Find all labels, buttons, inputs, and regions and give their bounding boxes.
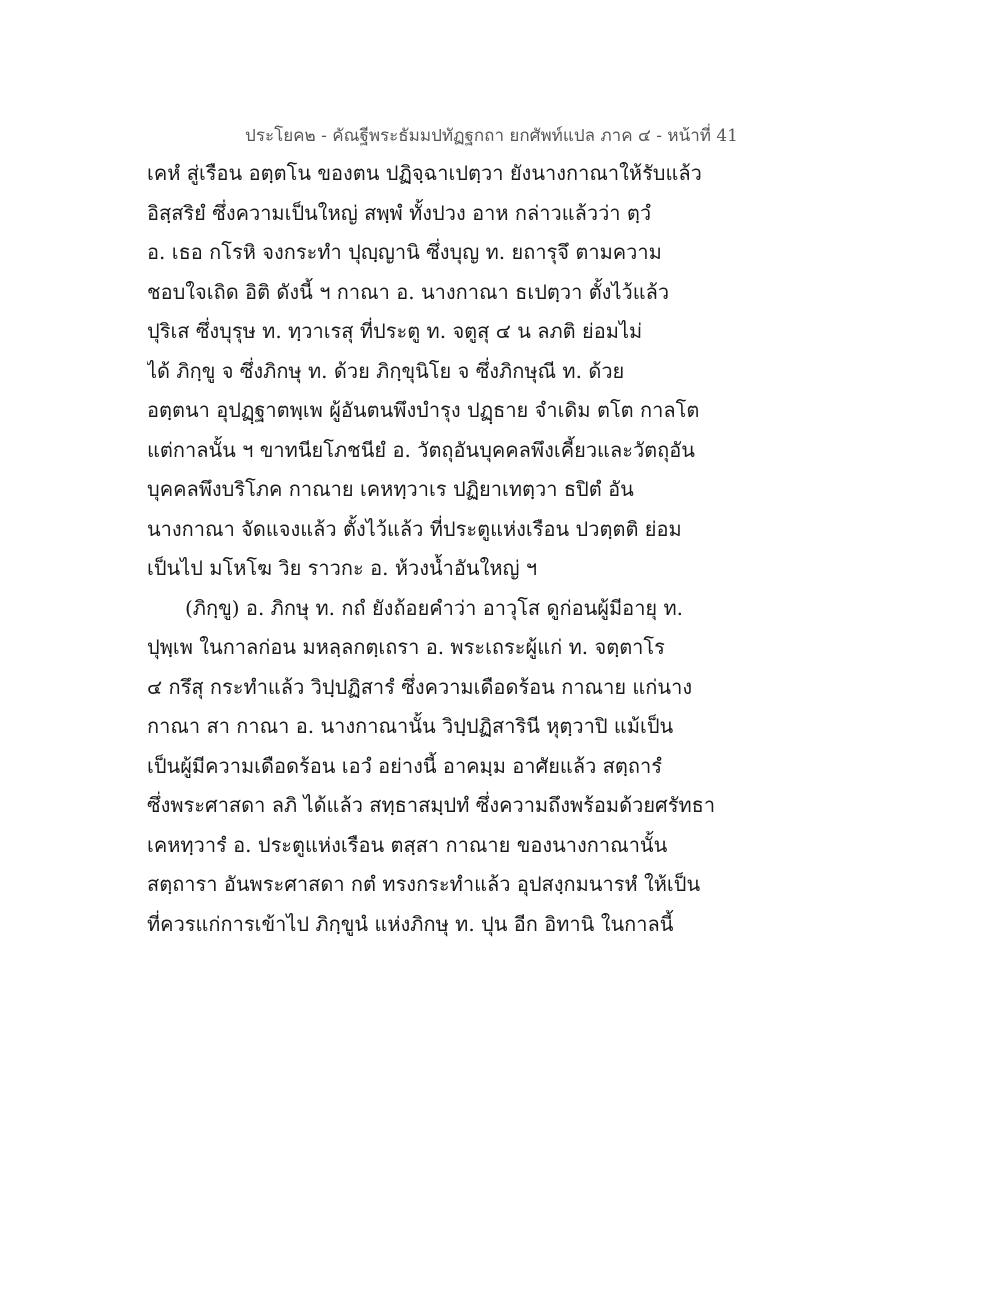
body-text — [147, 154, 747, 944]
text-line: เป็นผู้มีความเดือดร้อน เอวํ อย่างนี้ อาคมฺม อาศัยแล้ว สตฺถารํ — [147, 753, 662, 778]
text-line: เคหํ สู่เรือน อตฺตโน ของตน ปฏิจฺฉาเปตฺวา ยังนางกาณาให้รับแล้ว — [147, 161, 702, 185]
text-line: ๔ กรึสุ กระทำแล้ว วิปฺปฏิสารํ ซึ่งความเดือดร้อน กาณาย แก่นาง — [147, 674, 693, 699]
paragraph-1 — [147, 154, 747, 589]
text-line: นางกาณา จัดแจงแล้ว ตั้งไว้แล้ว ที่ประตูแห่งเรือน ปวตฺตติ ย่อม — [147, 516, 682, 541]
text-line: ปุริเส ซึ่งบุรุษ ท. ทฺวาเรสุ ที่ประตู ท. จตูสุ ๔ น ลภติ ย่อมไม่ — [147, 319, 643, 343]
text-line: ปุพฺเพ ในกาลก่อน มหลฺลกตฺเถรา อ. พระเถระผู้แก่ ท. จตฺตาโร — [147, 635, 665, 659]
text-line: แต่กาลนั้น ฯ ขาทนียโภชนียํ อ. วัตถุอันบุคคลพึงเคี้ยวและวัตถุอัน — [147, 437, 695, 462]
text-line: ที่ควรแก่การเข้าไป ภิกฺขูนํ แห่งภิกษุ ท. ปุน อีก อิทานิ ในกาลนี้ — [147, 911, 674, 936]
text-line: อ. เธอ กโรหิ จงกระทำ ปุญฺญานิ ซึ่งบุญ ท. ยถารุจึ ตามความ — [147, 240, 662, 264]
paragraph-2 — [147, 589, 747, 945]
text-line: สตฺถารา อันพระศาสดา กตํ ทรงกระทำแล้ว อุปสงฺกมนารหํ ให้เป็น — [147, 872, 701, 896]
text-line: เคหทฺวารํ อ. ประตูแห่งเรือน ตสฺสา กาณาย ของนางกาณานั้น — [147, 832, 668, 857]
text-line: บุคคลพึงบริโภค กาณาย เคหทฺวาเร ปฏิยาเทตฺวา ธปิตํ อัน — [147, 477, 634, 501]
text-line: (ภิกฺขู) อ. ภิกษุ ท. กถํ ยังถ้อยคำว่า อาวุโส ดูก่อนผู้มีอายุ ท. — [185, 595, 684, 620]
text-line: อิสฺสริยํ ซึ่งความเป็นใหญ่ สพฺพํ ทั้งปวง อาห กล่าวแล้วว่า ตฺวํ — [147, 200, 652, 225]
text-line: อตฺตนา อุปฏฺฐาตพฺเพ ผู้อันตนพึงบำรุง ปฏฺธาย จำเดิม ตโต กาลโต — [147, 398, 700, 422]
text-line: กาณา สา กาณา อ. นางกาณานั้น วิปฺปฏิสารินี หุตฺวาปิ แม้เป็น — [147, 714, 674, 738]
text-line: ได้ ภิกฺขู จ ซึ่งภิกษุ ท. ด้วย ภิกฺขุนิโย จ ซึ่งภิกษุณี ท. ด้วย — [147, 358, 625, 383]
text-line: ชอบใจเถิด อิติ ดังนี้ ฯ กาณา อ. นางกาณา ธเปตฺวา ตั้งไว้แล้ว — [147, 279, 670, 304]
text-line: เป็นไป มโหโฆ วิย ราวกะ อ. ห้วงน้ำอันใหญ่ ฯ — [147, 556, 538, 580]
text-line: ซึ่งพระศาสดา ลภิ ได้แล้ว สทฺธาสมฺปทํ ซึ่งความถึงพร้อมด้วยศรัทธา — [147, 793, 716, 817]
running-header: ประโยค๒ - คัณฐีพระธัมมปทัฏฐกถา ยกศัพท์แปล ภาค ๔ - หน้าที่ 41 — [245, 126, 738, 146]
